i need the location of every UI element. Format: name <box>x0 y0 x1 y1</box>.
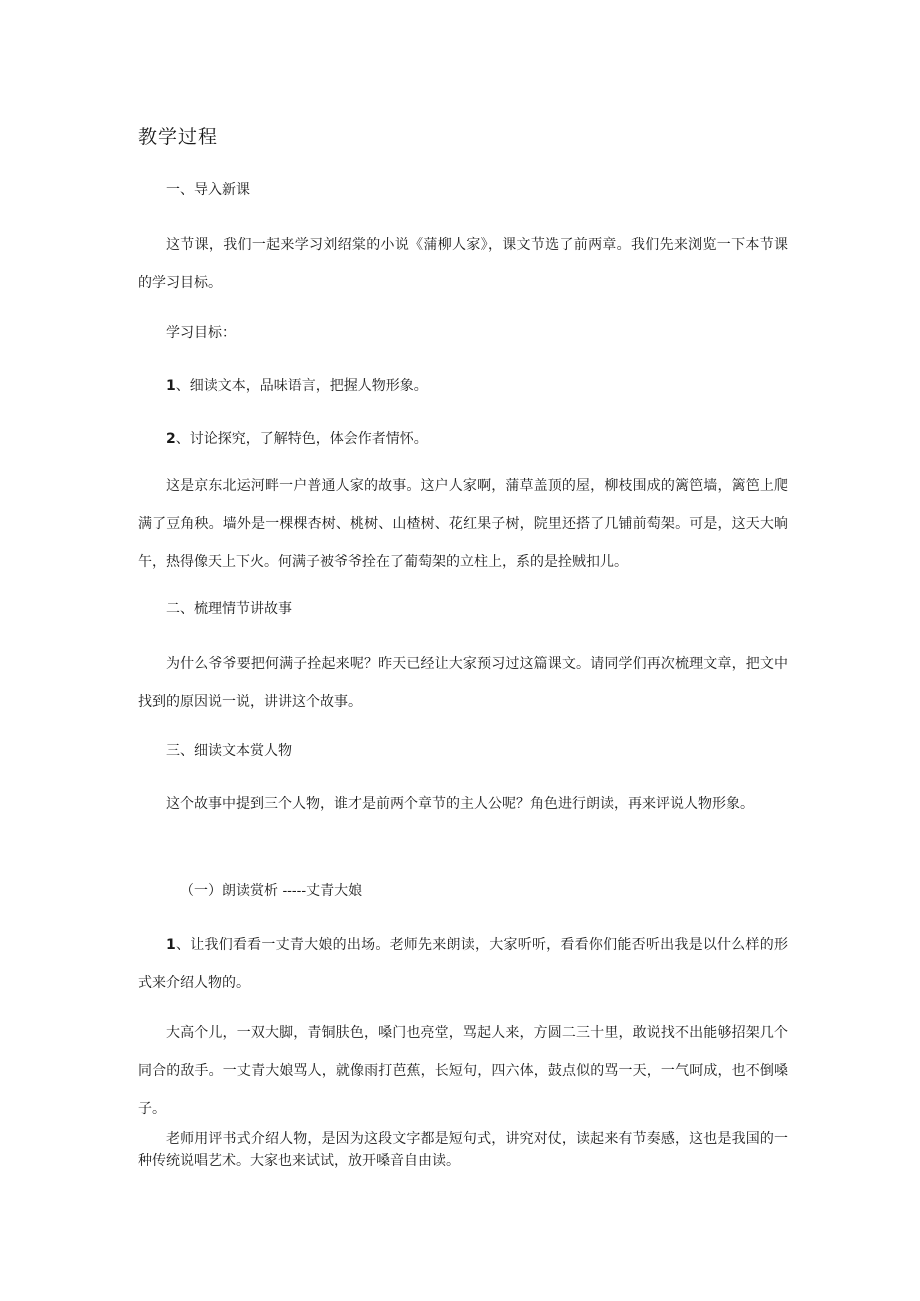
paragraph-plot: 为什么爷爷要把何满子拴起来呢？昨天已经让大家预习过这篇课文。请同学们再次梳理文章，把文中找到的原因说一说，讲讲这个故事。 <box>138 656 788 710</box>
subsection-heading-reading: （一）朗读赏析 -----丈青大娘 <box>180 883 363 899</box>
goal-item-2 <box>138 420 788 458</box>
goal-item-1 <box>138 367 788 405</box>
goal-1-text: 、细读文本，品味语言，把握人物形象。 <box>175 378 428 394</box>
section-heading-characters: 三、细读文本赏人物 <box>166 743 292 759</box>
paragraph-commentary: 老师用评书式介绍人物，是因为这段文字都是短句式，讲究对仗，读起来有节奏感，这也是我国的一种传统说唱艺术。大家也来试试，放开嗓音自由读。 <box>138 1131 788 1169</box>
goal-2-number: 2 <box>166 431 176 447</box>
paragraph-story: 这是京东北运河畔一户普通人家的故事。这户人家啊，蒲草盖顶的屋，柳枝围成的篱笆墙，篱笆上爬满了豆角秧。墙外是一棵棵杏树、桃树、山楂树、花红果子树，院里还搭了几铺前萄架。可是，这天大晌午，热得像天上下火。何满子被爷爷拴在了葡萄架的立柱上，系的是拴贼扣儿。 <box>138 478 788 570</box>
section-heading-intro: 一、导入新课 <box>166 182 250 198</box>
goal-1-number: 1 <box>166 378 176 394</box>
goals-heading: 学习目标： <box>166 325 236 341</box>
item-1-number: 1 <box>166 937 176 953</box>
item-1-text: 、让我们看看一丈青大娘的出场。老师先来朗读，大家听听，看看你们能否听出我是以什么样的形式来介绍人物的。 <box>138 937 788 991</box>
page-title: 教学过程 <box>138 126 219 148</box>
paragraph-characters: 这个故事中提到三个人物，谁才是前两个章节的主人公呢？角色进行朗读，再来评说人物形象。 <box>166 796 754 812</box>
item-1 <box>138 926 788 1002</box>
paragraph-quote: 大高个儿，一双大脚，青铜肤色，嗓门也亮堂，骂起人来，方圆二三十里，敢说找不出能够招架几个同合的敌手。一丈青大娘骂人，就像雨打芭蕉，长短句，四六体，鼓点似的骂一天，一气呵成，也不倒嗓子。 <box>138 1025 788 1117</box>
section-heading-plot: 二、梳理情节讲故事 <box>166 601 292 617</box>
goal-2-text: 、讨论探究，了解特色，体会作者情怀。 <box>175 431 428 447</box>
paragraph-intro: 这节课，我们一起来学习刘绍棠的小说《蒲柳人家》，课文节选了前两章。我们先来浏览一下本节课的学习目标。 <box>138 237 788 291</box>
